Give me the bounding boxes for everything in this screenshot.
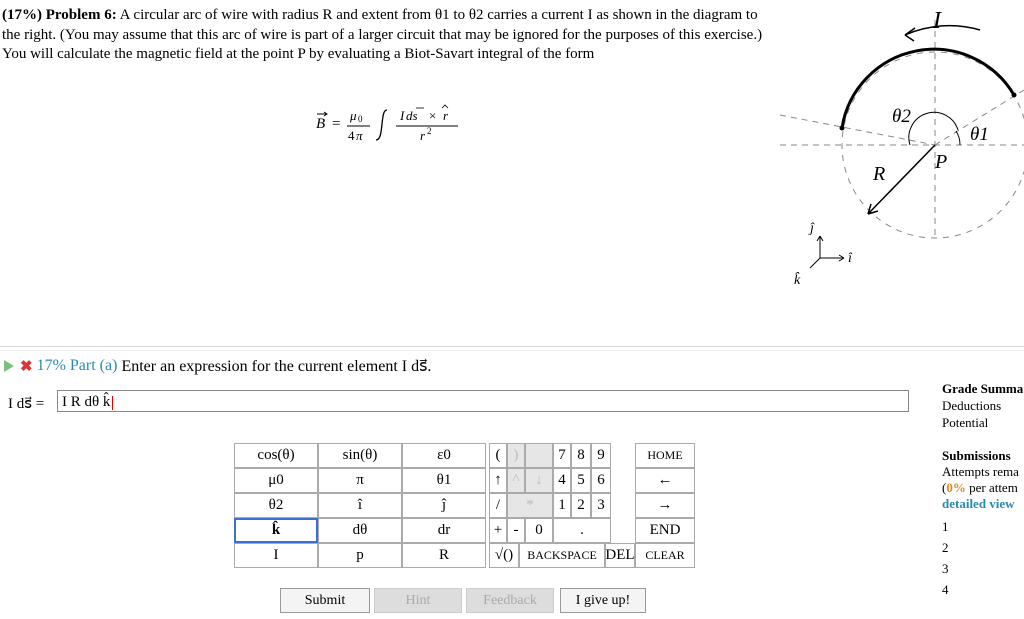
submission-row: 2	[942, 540, 949, 555]
label-theta2: θ2	[892, 106, 911, 127]
grade-title: Grade Summa	[942, 381, 1024, 396]
keypad-op-key[interactable]: *	[507, 493, 553, 518]
answer-label: I ds⃗ =	[8, 396, 45, 412]
current-arrow	[905, 26, 980, 35]
keypad-op-key[interactable]: 5	[571, 468, 591, 493]
keypad-op-key[interactable]: 1	[553, 493, 571, 518]
keypad-spacer	[525, 443, 553, 468]
svg-text:0: 0	[358, 114, 363, 124]
svg-text:I: I	[400, 108, 405, 123]
keypad-op-key[interactable]: 7	[553, 443, 571, 468]
svg-text:=: =	[332, 116, 341, 132]
svg-text:2: 2	[427, 126, 432, 136]
keypad-symbol-key[interactable]: θ2	[234, 493, 318, 518]
keypad-symbol-key[interactable]: R	[402, 543, 486, 568]
keypad-symbol-key[interactable]: cos(θ)	[234, 443, 318, 468]
keypad-op-key[interactable]: END	[635, 518, 695, 543]
keypad-symbol-key[interactable]: ε0	[402, 443, 486, 468]
play-icon[interactable]	[4, 360, 14, 372]
submission-row: 3	[942, 561, 949, 576]
part-prompt: Enter an expression for the current element I ds⃗.	[121, 358, 432, 375]
svg-text:μ: μ	[350, 108, 357, 123]
svg-text:π: π	[356, 128, 363, 143]
problem-statement	[2, 6, 772, 65]
wire-arc	[842, 49, 1014, 128]
keypad-op-key[interactable]: BACKSPACE	[519, 543, 605, 568]
keypad-symbol-key[interactable]: î	[318, 493, 402, 518]
svg-text:×: ×	[429, 108, 437, 123]
problem-text: A circular arc of wire with radius R and extent from θ1 to θ2 carries a current I as shown in the diagram to the right. (You may assume that this arc of wire is part of a larger circuit that may be ignored for the purposes of this exercise.) You will calculate the magnetic field at the point P by evaluating a Biot-Savart integral of the form	[2, 7, 763, 62]
grade-deductions: Deductions	[942, 398, 1002, 413]
grade-summary	[942, 380, 1023, 431]
keypad-symbol-key[interactable]: dθ	[318, 518, 402, 543]
axis-j: ĵ	[810, 221, 814, 236]
keypad-op-key[interactable]: →	[635, 493, 695, 518]
submit-button[interactable]: Submit	[280, 588, 370, 613]
keypad-op-key[interactable]: )	[507, 443, 525, 468]
answer-value: I R dθ k̂	[62, 394, 111, 410]
keypad-symbol-key[interactable]: p	[318, 543, 402, 568]
svg-text:r: r	[420, 128, 426, 143]
submissions-panel	[942, 448, 1019, 600]
keypad-op-key[interactable]: 8	[571, 443, 591, 468]
keypad-symbol-key[interactable]: θ1	[402, 468, 486, 493]
keypad-op-key[interactable]: /	[489, 493, 507, 518]
keypad-op-key[interactable]: (	[489, 443, 507, 468]
keypad-op-key[interactable]: -	[507, 518, 525, 543]
keypad-symbol-key[interactable]: π	[318, 468, 402, 493]
axis-i: î	[848, 251, 852, 266]
label-theta1: θ1	[970, 124, 989, 145]
grade-potential: Potential	[942, 415, 989, 430]
keypad-symbol-key[interactable]: I	[234, 543, 318, 568]
per-attempt: (0% per attem	[942, 480, 1018, 495]
submission-row: 1	[942, 519, 949, 534]
keypad-op-key[interactable]: .	[553, 518, 611, 543]
keypad-symbol-key[interactable]: k̂	[234, 518, 318, 543]
keypad-op-key[interactable]: ←	[635, 468, 695, 493]
keypad-op-key[interactable]: +	[489, 518, 507, 543]
biot-savart-formula	[316, 100, 476, 153]
hint-button[interactable]: Hint	[374, 588, 462, 613]
part-header	[4, 356, 431, 376]
keypad-op-key[interactable]: ^	[507, 468, 525, 493]
svg-text:4: 4	[348, 128, 355, 143]
keypad-op-key[interactable]: √()	[489, 543, 519, 568]
keypad-op-key[interactable]: 4	[553, 468, 571, 493]
part-percent: 17% Part (a)	[36, 357, 118, 374]
keypad-op-key[interactable]: 6	[591, 468, 611, 493]
svg-text:r: r	[443, 108, 449, 123]
keypad-op-key[interactable]: CLEAR	[635, 543, 695, 568]
keypad-op-key[interactable]: ↓	[525, 468, 553, 493]
answer-input[interactable]	[57, 390, 909, 412]
keypad-symbol-key[interactable]: ĵ	[402, 493, 486, 518]
problem-title: Problem 6:	[45, 7, 117, 23]
divider	[0, 350, 1024, 351]
label-radius: R	[873, 163, 886, 185]
svg-text:ds: ds	[406, 108, 418, 123]
label-point: P	[935, 151, 948, 173]
submission-row: 4	[942, 582, 949, 597]
keypad-op-key[interactable]: 2	[571, 493, 591, 518]
arc-diagram	[780, 0, 1024, 290]
text-caret	[112, 396, 113, 410]
keypad-op-key[interactable]: ↑	[489, 468, 507, 493]
keypad-symbol-key[interactable]: dr	[402, 518, 486, 543]
label-current: I	[933, 8, 941, 34]
keypad-symbol-key[interactable]: sin(θ)	[318, 443, 402, 468]
keypad-op-key[interactable]: DEL	[605, 543, 635, 568]
feedback-button[interactable]: Feedback	[466, 588, 554, 613]
submissions-title: Submissions	[942, 448, 1011, 463]
detailed-view-link[interactable]: detailed view	[942, 496, 1015, 511]
svg-text:B: B	[316, 116, 326, 132]
give-up-button[interactable]: I give up!	[560, 588, 646, 613]
attempts-remaining: Attempts rema	[942, 464, 1019, 479]
keypad-op-key[interactable]: 9	[591, 443, 611, 468]
axis-k: k̂	[794, 273, 801, 288]
keypad-op-key[interactable]: HOME	[635, 443, 695, 468]
problem-weight: (17%)	[2, 7, 42, 23]
divider	[0, 346, 1024, 347]
keypad-symbol-key[interactable]: μ0	[234, 468, 318, 493]
wrong-icon: ✖	[20, 358, 33, 375]
keypad-op-key[interactable]: 3	[591, 493, 611, 518]
keypad-op-key[interactable]: 0	[525, 518, 553, 543]
